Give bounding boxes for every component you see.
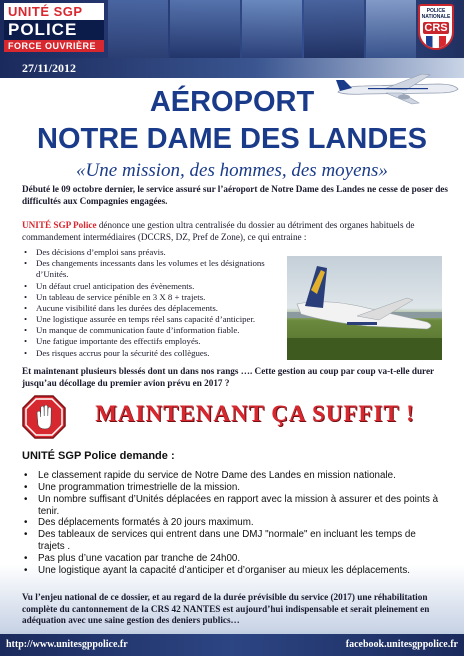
publication-date: 27/11/2012 — [22, 61, 77, 75]
list-item: • Pas plus d’une vacation par tranche de 24h00. — [24, 553, 442, 565]
aircraft-runway-photo — [287, 256, 442, 360]
list-item: • Des tableaux de services qui entrent dans une DMJ "normale" en incluant les temps de trajets . — [24, 529, 442, 553]
website-link[interactable]: http://www.unitesgppolice.fr — [6, 639, 128, 650]
list-item: • Un défaut cruel anticipation des évènements. — [24, 281, 286, 292]
intro-paragraph: Débuté le 09 octobre dernier, le service assuré sur l’aéroport de Notre Dame des Landes ne cesse de poser des difficultés aux Compagnies engagées. — [22, 184, 448, 206]
header-banner — [0, 0, 464, 58]
list-item: • Une logistique ayant la capacité d’anticiper et d’organiser au mieux les déplacements. — [24, 565, 442, 577]
facebook-link[interactable]: facebook.unitesgppolice.fr — [345, 639, 458, 650]
title-line-2: NOTRE DAME DES LANDES — [37, 123, 427, 155]
badge-top-text: POLICE NATIONALE — [421, 8, 451, 20]
header-photo — [242, 0, 302, 58]
aircraft-on-grass-icon — [287, 256, 442, 360]
list-item: • Des déplacements formatés à 20 jours maximum. — [24, 517, 442, 529]
slogan-heading: MAINTENANT ÇA SUFFIT ! — [95, 401, 415, 426]
list-item: • Des changements incessants dans les volumes et les désignations d’Unités. — [24, 258, 286, 280]
list-item: • Un tableau de service pénible en 3 X 8 + trajets. — [24, 292, 286, 303]
header-photo — [304, 0, 364, 58]
badge-crs-text: CRS — [424, 22, 448, 34]
crs-badge-icon — [418, 4, 454, 50]
header-photo — [366, 0, 416, 58]
list-item: • Un nombre suffisant d’Unités déplacées en rapport avec la mission à assurer et des points à tenir. — [24, 494, 442, 518]
list-item: • Des décisions d’emploi sans préavis. — [24, 247, 286, 258]
list-item: • Aucune visibilité dans les durées des déplacements. — [24, 303, 286, 314]
logo-line-unite: UNITÉ SGP — [4, 3, 104, 20]
conclusion-paragraph: Vu l’enjeu national de ce dossier, et au regard de la durée prévisible du service (2017) une réhabilitation complète du cantonnement de la CRS 42 NANTES est aujourd’hui indispensable et serait pleinement en adéquation avec une saine gestion des deniers publics… — [22, 592, 430, 625]
consequences-list — [24, 247, 286, 359]
list-item: • Une logistique assurée en temps réel sans capacité d’anticiper. — [24, 314, 286, 325]
union-name: UNITÉ SGP Police — [22, 220, 97, 230]
demands-heading: UNITÉ SGP Police demande : — [22, 450, 175, 462]
subtitle: «Une mission, des hommes, des moyens» — [76, 160, 388, 181]
list-item: • Le classement rapide du service de Notre Dame des Landes en mission nationale. — [24, 470, 442, 482]
logo-line-fo: FORCE OUVRIÈRE — [4, 40, 104, 52]
injuries-paragraph: Et maintenant plusieurs blessés dont un dans nos rangs …. Cette gestion au coup par coup va-t-elle durer jusqu’au décollage du premier avion prévu en 2017 ? — [22, 366, 434, 388]
demands-list — [24, 470, 442, 577]
tricolor-shield-icon — [426, 36, 446, 50]
list-item: • Un manque de communication faute d’information fiable. — [24, 325, 286, 336]
union-logo — [4, 3, 104, 52]
stop-hand-icon — [22, 395, 66, 439]
list-item: • Une fatigue importante des effectifs employés. — [24, 336, 286, 347]
header-photo — [170, 0, 240, 58]
denunciation-text: dénonce une gestion ultra centralisée du dossier au détriment des organes habituels de commandement intermédiaires (DCCRS, DZ, Pref de Zone), ce qui entraine : — [22, 220, 415, 242]
denunciation-paragraph — [22, 220, 450, 243]
title-line-1: AÉROPORT — [149, 86, 315, 118]
list-item: • Des risques accrus pour la sécurité des collègues. — [24, 348, 286, 359]
logo-line-police: POLICE — [4, 20, 104, 40]
list-item: • Une programmation trimestrielle de la mission. — [24, 482, 442, 494]
header-photo — [108, 0, 168, 58]
